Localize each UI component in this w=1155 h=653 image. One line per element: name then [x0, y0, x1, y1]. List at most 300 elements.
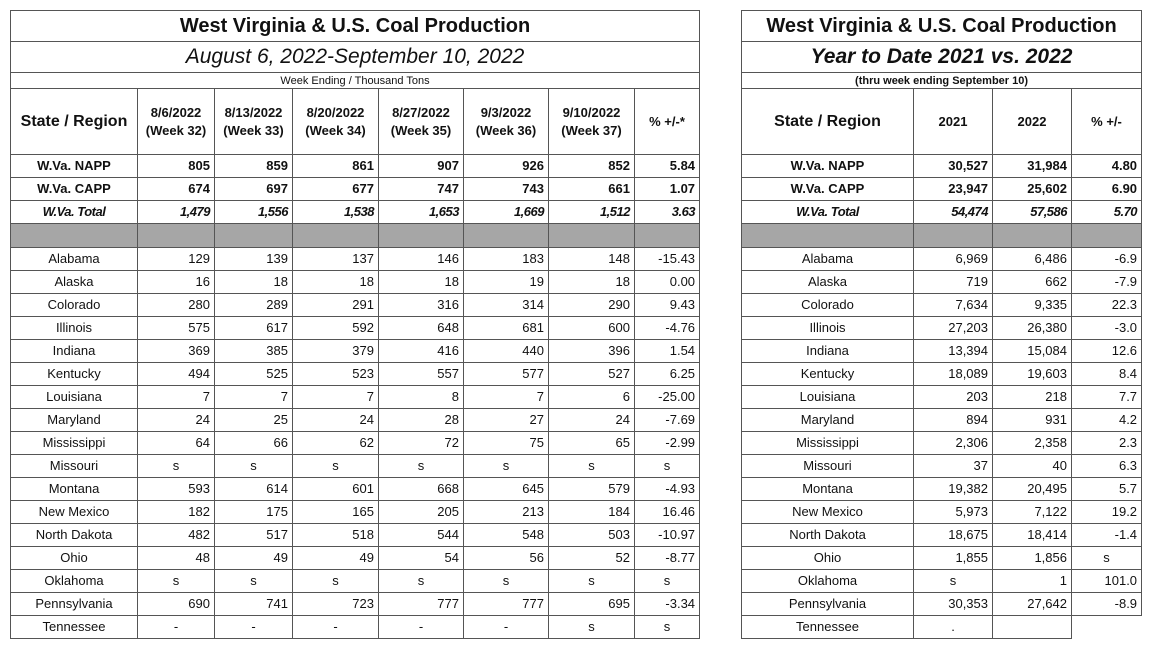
data-cell: 129 — [138, 248, 215, 271]
row-label: Oklahoma — [11, 570, 138, 593]
data-cell: 7,122 — [993, 501, 1072, 524]
data-cell: 503 — [549, 524, 635, 547]
data-cell: 64 — [138, 432, 215, 455]
data-cell: 7 — [293, 386, 379, 409]
data-cell: 57,586 — [993, 201, 1072, 224]
column-header: 8/6/2022 (Week 32) — [138, 89, 215, 155]
column-header: 8/27/2022 (Week 35) — [379, 89, 464, 155]
data-cell: -1.4 — [1072, 524, 1142, 547]
data-cell: 72 — [379, 432, 464, 455]
column-header: 9/10/2022 (Week 37) — [549, 89, 635, 155]
data-cell: s — [464, 570, 549, 593]
data-cell: 24 — [293, 409, 379, 432]
row-label: Maryland — [742, 409, 914, 432]
data-cell: 184 — [549, 501, 635, 524]
column-header: State / Region — [11, 89, 138, 155]
data-cell: 1,855 — [914, 547, 993, 570]
column-header: 8/13/2022 (Week 33) — [215, 89, 293, 155]
data-cell: s — [138, 570, 215, 593]
data-cell: 894 — [914, 409, 993, 432]
data-cell: s — [464, 455, 549, 478]
separator-cell — [914, 224, 993, 248]
data-cell: 13,394 — [914, 340, 993, 363]
row-label: Colorado — [742, 294, 914, 317]
data-cell: 674 — [138, 178, 215, 201]
data-cell: 18 — [549, 271, 635, 294]
row-label: Oklahoma — [742, 570, 914, 593]
separator-row — [11, 224, 700, 248]
table-row — [11, 616, 700, 639]
data-cell: 49 — [215, 547, 293, 570]
data-cell: s — [293, 455, 379, 478]
data-cell: . — [914, 616, 993, 639]
data-cell: 662 — [993, 271, 1072, 294]
data-cell: 548 — [464, 524, 549, 547]
table-row — [11, 593, 700, 616]
data-cell: 40 — [993, 455, 1072, 478]
data-cell: 741 — [215, 593, 293, 616]
data-cell: 527 — [549, 363, 635, 386]
data-cell: 1,512 — [549, 201, 635, 224]
data-cell: 182 — [138, 501, 215, 524]
table-row — [11, 547, 700, 570]
data-cell: 291 — [293, 294, 379, 317]
data-cell: 23,947 — [914, 178, 993, 201]
data-cell: s — [138, 455, 215, 478]
data-cell: 440 — [464, 340, 549, 363]
data-cell: s — [635, 455, 700, 478]
data-cell: 494 — [138, 363, 215, 386]
data-cell: 1,556 — [215, 201, 293, 224]
data-cell: -3.0 — [1072, 317, 1142, 340]
data-cell: 859 — [215, 155, 293, 178]
table-row — [11, 432, 700, 455]
data-cell: 203 — [914, 386, 993, 409]
data-cell: 213 — [464, 501, 549, 524]
data-cell: s — [914, 570, 993, 593]
data-cell — [993, 616, 1072, 639]
table-row — [11, 340, 700, 363]
table-subtitle: August 6, 2022-September 10, 2022 — [11, 42, 700, 73]
data-cell — [1072, 616, 1142, 639]
data-cell: 139 — [215, 248, 293, 271]
table-header-row — [11, 89, 700, 155]
data-cell: 30,353 — [914, 593, 993, 616]
row-label: Ohio — [11, 547, 138, 570]
row-label: Missouri — [742, 455, 914, 478]
row-label: Kentucky — [11, 363, 138, 386]
data-cell: 28 — [379, 409, 464, 432]
data-cell: s — [549, 570, 635, 593]
data-cell: 24 — [138, 409, 215, 432]
row-label: Louisiana — [742, 386, 914, 409]
data-cell: -25.00 — [635, 386, 700, 409]
table-note: (thru week ending September 10) — [742, 73, 1142, 89]
data-cell: 861 — [293, 155, 379, 178]
table-row — [742, 524, 1142, 547]
data-cell: 4.80 — [1072, 155, 1142, 178]
data-cell: 931 — [993, 409, 1072, 432]
data-cell: 482 — [138, 524, 215, 547]
data-cell: -10.97 — [635, 524, 700, 547]
data-cell: 617 — [215, 317, 293, 340]
data-cell: 523 — [293, 363, 379, 386]
data-cell: -8.9 — [1072, 593, 1142, 616]
data-cell: 2.3 — [1072, 432, 1142, 455]
data-cell: 8.4 — [1072, 363, 1142, 386]
data-cell: 3.63 — [635, 201, 700, 224]
row-label: W.Va. Total — [742, 201, 914, 224]
data-cell: 777 — [379, 593, 464, 616]
data-cell: s — [635, 616, 700, 639]
data-cell: s — [1072, 547, 1142, 570]
data-cell: 4.2 — [1072, 409, 1142, 432]
data-cell: s — [215, 570, 293, 593]
row-label: Pennsylvania — [742, 593, 914, 616]
column-header: % +/- — [1072, 89, 1142, 155]
column-header: 2021 — [914, 89, 993, 155]
row-label: Alaska — [742, 271, 914, 294]
data-cell: 27 — [464, 409, 549, 432]
row-label: Kentucky — [742, 363, 914, 386]
data-cell: 648 — [379, 317, 464, 340]
data-cell: 681 — [464, 317, 549, 340]
data-cell: 6.3 — [1072, 455, 1142, 478]
data-cell: 7 — [138, 386, 215, 409]
data-cell: 1,653 — [379, 201, 464, 224]
data-cell: 101.0 — [1072, 570, 1142, 593]
data-cell: 19,382 — [914, 478, 993, 501]
separator-cell — [549, 224, 635, 248]
row-label: New Mexico — [11, 501, 138, 524]
data-cell: 416 — [379, 340, 464, 363]
data-cell: 205 — [379, 501, 464, 524]
data-cell: 48 — [138, 547, 215, 570]
data-cell: 723 — [293, 593, 379, 616]
table-row — [11, 524, 700, 547]
data-cell: -7.9 — [1072, 271, 1142, 294]
data-cell: 165 — [293, 501, 379, 524]
data-cell: 1.54 — [635, 340, 700, 363]
data-cell: 907 — [379, 155, 464, 178]
separator-cell — [1072, 224, 1142, 248]
data-cell: 1,479 — [138, 201, 215, 224]
data-cell: 614 — [215, 478, 293, 501]
data-cell: 5,973 — [914, 501, 993, 524]
data-cell: 18 — [293, 271, 379, 294]
data-cell: 27,203 — [914, 317, 993, 340]
weekly-production-table — [10, 10, 700, 639]
table-title: West Virginia & U.S. Coal Production — [11, 11, 700, 42]
data-cell: 1.07 — [635, 178, 700, 201]
data-cell: -2.99 — [635, 432, 700, 455]
data-cell: 280 — [138, 294, 215, 317]
table-row — [11, 317, 700, 340]
table-row — [11, 478, 700, 501]
table-title: West Virginia & U.S. Coal Production — [742, 11, 1142, 42]
data-cell: 52 — [549, 547, 635, 570]
data-cell: 5.84 — [635, 155, 700, 178]
data-cell: 22.3 — [1072, 294, 1142, 317]
data-cell: 668 — [379, 478, 464, 501]
data-cell: 16 — [138, 271, 215, 294]
data-cell: 544 — [379, 524, 464, 547]
row-label: W.Va. CAPP — [11, 178, 138, 201]
data-cell: 49 — [293, 547, 379, 570]
data-cell: - — [138, 616, 215, 639]
row-label: Tennessee — [11, 616, 138, 639]
data-cell: 592 — [293, 317, 379, 340]
table-row — [742, 570, 1142, 593]
table-row — [742, 294, 1142, 317]
data-cell: 369 — [138, 340, 215, 363]
table-row — [742, 340, 1142, 363]
data-cell: 18,675 — [914, 524, 993, 547]
row-label: Montana — [742, 478, 914, 501]
data-cell: 19 — [464, 271, 549, 294]
row-label: Maryland — [11, 409, 138, 432]
data-cell: 6 — [549, 386, 635, 409]
data-cell: 66 — [215, 432, 293, 455]
data-cell: 593 — [138, 478, 215, 501]
data-cell: 577 — [464, 363, 549, 386]
data-cell: 31,984 — [993, 155, 1072, 178]
data-cell: 7,634 — [914, 294, 993, 317]
data-cell: 1,669 — [464, 201, 549, 224]
data-cell: 8 — [379, 386, 464, 409]
data-cell: 18,089 — [914, 363, 993, 386]
data-cell: 926 — [464, 155, 549, 178]
data-cell: 54,474 — [914, 201, 993, 224]
data-cell: 747 — [379, 178, 464, 201]
data-cell: -15.43 — [635, 248, 700, 271]
data-cell: 7 — [464, 386, 549, 409]
row-label: W.Va. CAPP — [742, 178, 914, 201]
data-cell: 9,335 — [993, 294, 1072, 317]
wv-row — [11, 201, 700, 224]
data-cell: 518 — [293, 524, 379, 547]
table-title-row — [11, 11, 700, 42]
data-cell: 12.6 — [1072, 340, 1142, 363]
row-label: Tennessee — [742, 616, 914, 639]
table-row — [742, 363, 1142, 386]
row-label: Alabama — [11, 248, 138, 271]
data-cell: -8.77 — [635, 547, 700, 570]
data-cell: 600 — [549, 317, 635, 340]
data-cell: 183 — [464, 248, 549, 271]
data-cell: 25 — [215, 409, 293, 432]
data-cell: 6.25 — [635, 363, 700, 386]
data-cell: 20,495 — [993, 478, 1072, 501]
data-cell: 557 — [379, 363, 464, 386]
separator-cell — [138, 224, 215, 248]
data-cell: 316 — [379, 294, 464, 317]
table-row — [742, 455, 1142, 478]
data-cell: 9.43 — [635, 294, 700, 317]
data-cell: 852 — [549, 155, 635, 178]
row-label: Illinois — [742, 317, 914, 340]
separator-row — [742, 224, 1142, 248]
row-label: Indiana — [11, 340, 138, 363]
data-cell: s — [215, 455, 293, 478]
row-label: Alaska — [11, 271, 138, 294]
table-subtitle: Year to Date 2021 vs. 2022 — [742, 42, 1142, 73]
data-cell: 37 — [914, 455, 993, 478]
table-row — [11, 570, 700, 593]
table-row — [11, 294, 700, 317]
row-label: Louisiana — [11, 386, 138, 409]
data-cell: 777 — [464, 593, 549, 616]
data-cell: 1,856 — [993, 547, 1072, 570]
data-cell: 0.00 — [635, 271, 700, 294]
table-row — [742, 317, 1142, 340]
data-cell: 24 — [549, 409, 635, 432]
row-label: Mississippi — [742, 432, 914, 455]
table-row — [11, 409, 700, 432]
table-row — [11, 501, 700, 524]
data-cell: 2,358 — [993, 432, 1072, 455]
data-cell: 601 — [293, 478, 379, 501]
data-cell: s — [635, 570, 700, 593]
data-cell: s — [293, 570, 379, 593]
data-cell: 805 — [138, 155, 215, 178]
data-cell: 27,642 — [993, 593, 1072, 616]
data-cell: - — [464, 616, 549, 639]
data-cell: 56 — [464, 547, 549, 570]
data-cell: 695 — [549, 593, 635, 616]
table-row — [742, 409, 1142, 432]
row-label: Pennsylvania — [11, 593, 138, 616]
separator-cell — [379, 224, 464, 248]
data-cell: 743 — [464, 178, 549, 201]
table-title-row — [742, 11, 1142, 42]
data-cell: 146 — [379, 248, 464, 271]
column-header: 9/3/2022 (Week 36) — [464, 89, 549, 155]
wv-row — [11, 155, 700, 178]
data-cell: 385 — [215, 340, 293, 363]
row-label: North Dakota — [742, 524, 914, 547]
data-cell: 575 — [138, 317, 215, 340]
separator-cell — [464, 224, 549, 248]
data-cell: 579 — [549, 478, 635, 501]
table-row — [11, 455, 700, 478]
data-cell: 645 — [464, 478, 549, 501]
table-row — [742, 547, 1142, 570]
table-row — [11, 363, 700, 386]
table-note: Week Ending / Thousand Tons — [11, 73, 700, 89]
data-cell: -4.93 — [635, 478, 700, 501]
row-label: W.Va. NAPP — [742, 155, 914, 178]
row-label: Montana — [11, 478, 138, 501]
data-cell: 18,414 — [993, 524, 1072, 547]
data-cell: 5.7 — [1072, 478, 1142, 501]
data-cell: -4.76 — [635, 317, 700, 340]
data-cell: 62 — [293, 432, 379, 455]
table-row — [742, 386, 1142, 409]
table-row — [11, 248, 700, 271]
table-row — [11, 386, 700, 409]
data-cell: s — [379, 455, 464, 478]
table-row — [742, 248, 1142, 271]
data-cell: 314 — [464, 294, 549, 317]
row-label: Ohio — [742, 547, 914, 570]
data-cell: 26,380 — [993, 317, 1072, 340]
data-cell: 25,602 — [993, 178, 1072, 201]
data-cell: 379 — [293, 340, 379, 363]
data-cell: 697 — [215, 178, 293, 201]
table-row — [742, 271, 1142, 294]
row-label: Alabama — [742, 248, 914, 271]
data-cell: 6,969 — [914, 248, 993, 271]
data-cell: -3.34 — [635, 593, 700, 616]
data-cell: 1 — [993, 570, 1072, 593]
data-cell: 690 — [138, 593, 215, 616]
table-row — [742, 616, 1142, 639]
data-cell: 18 — [379, 271, 464, 294]
table-subtitle-row — [11, 42, 700, 73]
row-label: Mississippi — [11, 432, 138, 455]
data-cell: 18 — [215, 271, 293, 294]
data-cell: s — [549, 616, 635, 639]
data-cell: 148 — [549, 248, 635, 271]
row-label: Indiana — [742, 340, 914, 363]
table-note-row — [11, 73, 700, 89]
separator-cell — [215, 224, 293, 248]
table-row — [742, 593, 1142, 616]
data-cell: 289 — [215, 294, 293, 317]
data-cell: 661 — [549, 178, 635, 201]
data-cell: 75 — [464, 432, 549, 455]
table-row — [742, 432, 1142, 455]
table-row — [742, 501, 1142, 524]
data-cell: 7 — [215, 386, 293, 409]
row-label: Illinois — [11, 317, 138, 340]
data-cell: 2,306 — [914, 432, 993, 455]
column-header: State / Region — [742, 89, 914, 155]
separator-cell — [11, 224, 138, 248]
data-cell: 396 — [549, 340, 635, 363]
separator-cell — [993, 224, 1072, 248]
data-cell: 6.90 — [1072, 178, 1142, 201]
separator-cell — [635, 224, 700, 248]
data-cell: 218 — [993, 386, 1072, 409]
row-label: W.Va. NAPP — [11, 155, 138, 178]
data-cell: 19.2 — [1072, 501, 1142, 524]
data-cell: 1,538 — [293, 201, 379, 224]
data-cell: 19,603 — [993, 363, 1072, 386]
column-header: 8/20/2022 (Week 34) — [293, 89, 379, 155]
separator-cell — [293, 224, 379, 248]
row-label: North Dakota — [11, 524, 138, 547]
data-cell: 30,527 — [914, 155, 993, 178]
data-cell: 65 — [549, 432, 635, 455]
wv-row — [742, 155, 1142, 178]
data-cell: -7.69 — [635, 409, 700, 432]
wv-row — [742, 201, 1142, 224]
wv-row — [11, 178, 700, 201]
table-row — [11, 271, 700, 294]
data-cell: 54 — [379, 547, 464, 570]
table-subtitle-row — [742, 42, 1142, 73]
data-cell: s — [549, 455, 635, 478]
data-cell: 719 — [914, 271, 993, 294]
data-cell: 525 — [215, 363, 293, 386]
wv-row — [742, 178, 1142, 201]
data-cell: 290 — [549, 294, 635, 317]
separator-cell — [742, 224, 914, 248]
data-cell: 137 — [293, 248, 379, 271]
row-label: Colorado — [11, 294, 138, 317]
